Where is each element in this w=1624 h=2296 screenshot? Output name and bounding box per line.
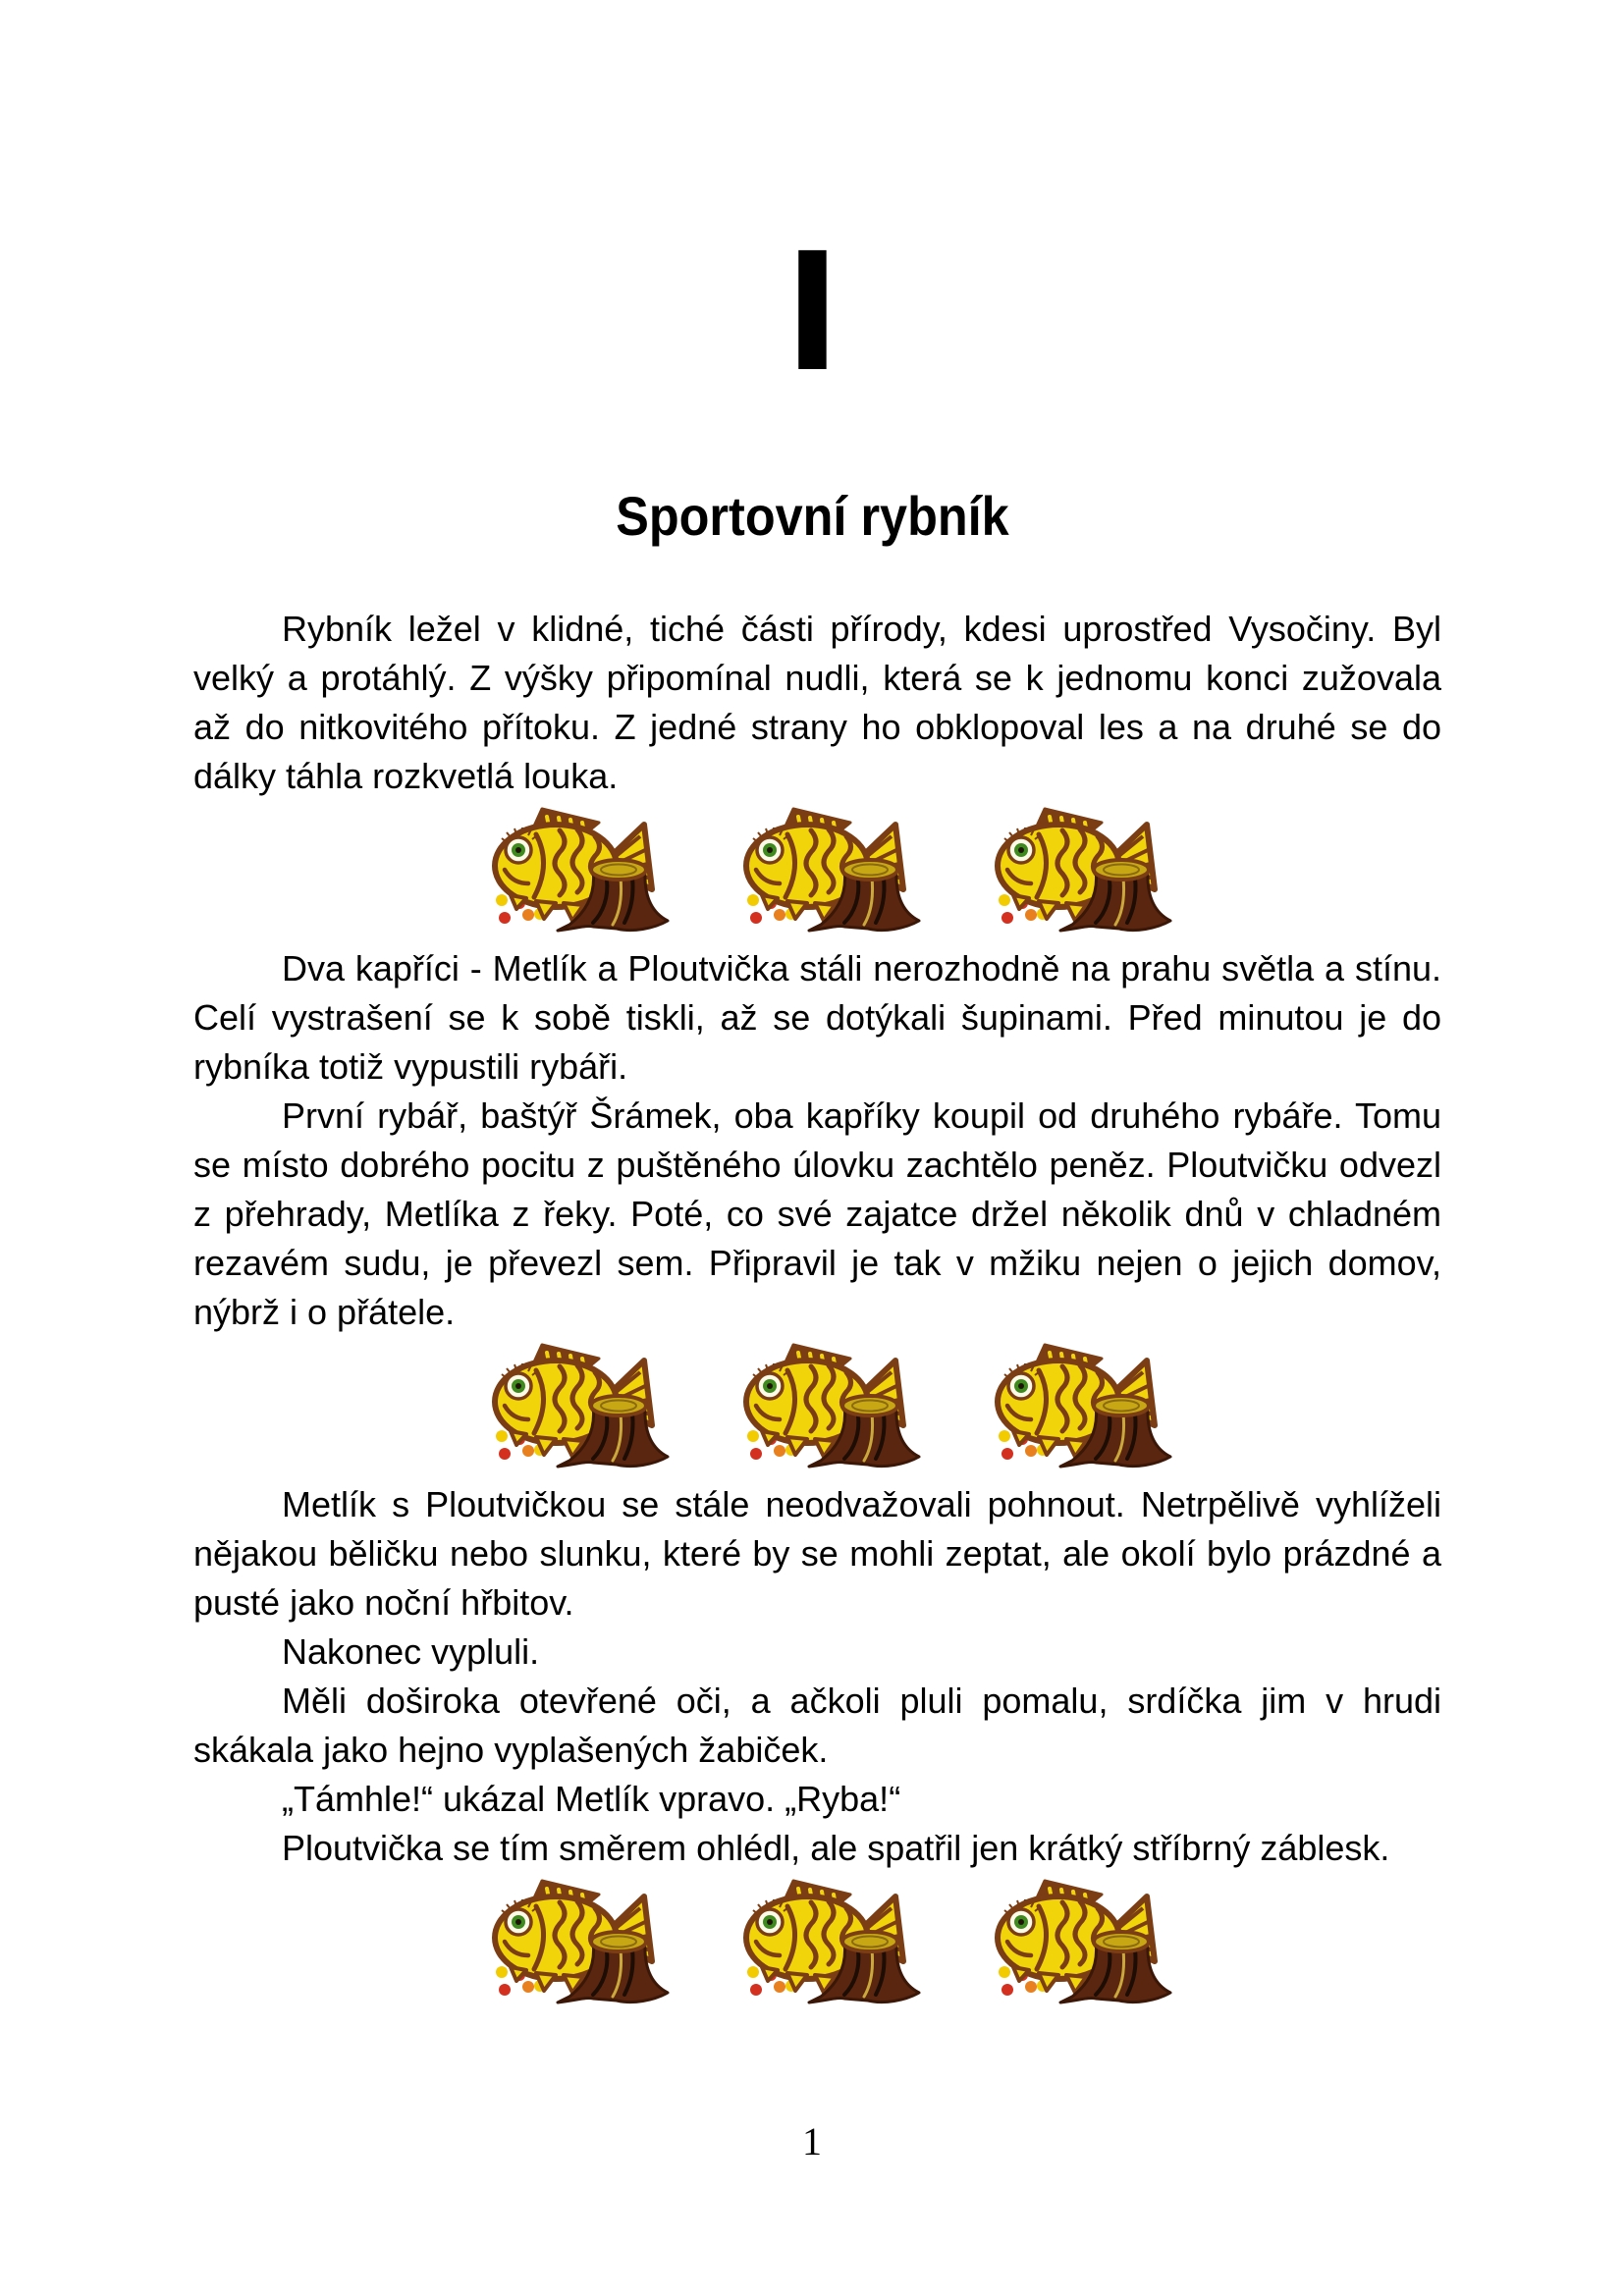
body-paragraph: Ploutvička se tím směrem ohlédl, ale spatřil jen krátký stříbrný záblesk.	[282, 1828, 1390, 1868]
body-paragraph: Dva kapříci - Metlík a Ploutvička stáli nerozhodně na prahu světla a stínu. Celí vystrašení se k sobě tiskli, až se dotýkali šupinami. Před minutou je do rybníka totiž vypustili rybáři.	[193, 948, 1441, 1087]
body-paragraph: Rybník ležel v klidné, tiché části přírody, kdesi uprostřed Vysočiny. Byl velký a protáhlý. Z výšky připomínal nudli, která se k jednomu konci zužovala až do nitkovitého přítoku. Z jedné strany ho obklopoval les a na druhé se do dálky táhla rozkvetlá louka.	[193, 609, 1441, 796]
body-paragraph: Nakonec vypluli.	[282, 1631, 540, 1672]
body-paragraph: Metlík s Ploutvičkou se stále neodvažovali pohnout. Netrpělivě vyhlíželi nějakou běličku nebo slunku, které by se mohli zeptat, ale okolí bylo prázdné a pusté jako noční hřbitov.	[193, 1484, 1441, 1623]
body-paragraph: „Támhle!“ ukázal Metlík vpravo. „Ryba!“	[282, 1779, 901, 1819]
page-title: Sportovní rybník	[615, 485, 1009, 547]
fish-ornament-row	[29, 1343, 1624, 1470]
fish-ornament-row	[29, 1879, 1624, 2006]
carp-stump-illustration	[477, 807, 674, 934]
carp-stump-illustration	[980, 1879, 1176, 2006]
chapter-number: I	[785, 214, 839, 406]
fish-ornament-row	[29, 807, 1624, 934]
carp-stump-illustration	[477, 1879, 674, 2006]
carp-stump-illustration	[729, 1343, 925, 1470]
carp-stump-illustration	[477, 1343, 674, 1470]
page-number: 1	[802, 2119, 822, 2163]
carp-stump-illustration	[980, 807, 1176, 934]
carp-stump-illustration	[729, 807, 925, 934]
body-paragraph: První rybář, baštýř Šrámek, oba kapříky koupil od druhého rybáře. Tomu se místo dobrého pocitu z puštěného úlovku zachtělo peněz. Ploutvičku odvezl z přehrady, Metlíka z řeky. Poté, co své zajatce držel několik dnů v chladném rezavém sudu, je převezl sem. Připravil je tak v mžiku nejen o jejich domov, nýbrž i o přátele.	[193, 1095, 1441, 1332]
carp-stump-illustration	[729, 1879, 925, 2006]
body-text-block	[193, 605, 1441, 801]
carp-stump-illustration	[980, 1343, 1176, 1470]
body-text-block	[193, 944, 1441, 1337]
body-text-block	[193, 1480, 1441, 1873]
body-paragraph: Měli doširoka otevřené oči, a ačkoli pluli pomalu, srdíčka jim v hrudi skákala jako hejno vyplašených žabiček.	[193, 1681, 1441, 1770]
